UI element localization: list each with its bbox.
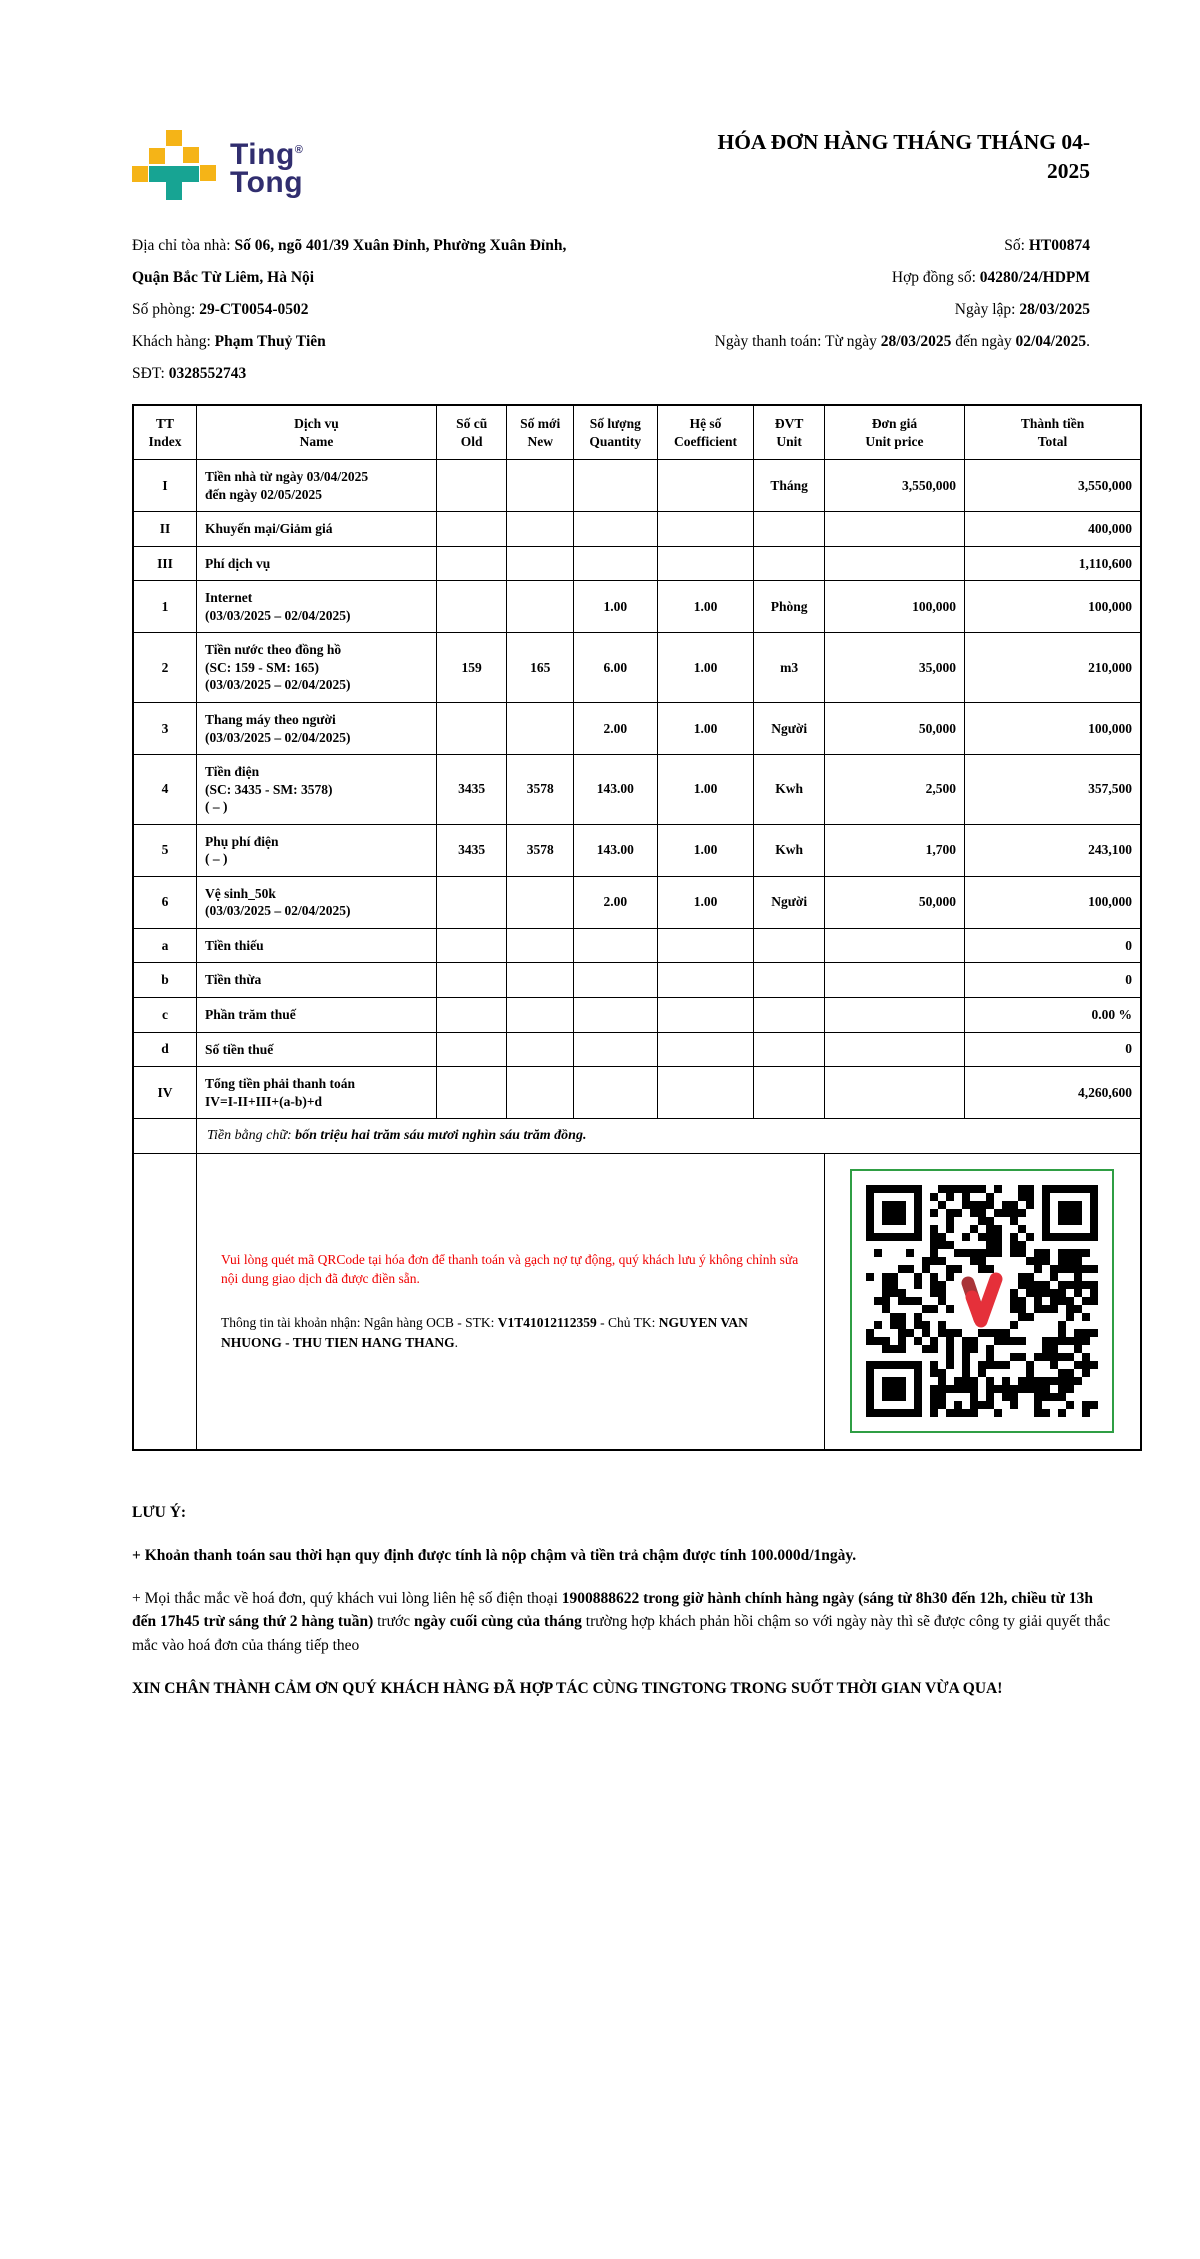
table-cell: 1.00 [657,581,754,633]
table-cell: 50,000 [824,876,964,928]
col-header-index: TT Index [133,405,197,460]
table-cell [824,1067,964,1119]
table-cell: 100,000 [965,703,1141,755]
table-cell [754,928,825,963]
table-cell: 1.00 [657,876,754,928]
table-cell: 3578 [507,824,574,876]
table-cell: Tiền thừa [197,963,437,998]
table-cell: 3578 [507,755,574,825]
payment-instructions [197,1154,825,1450]
table-cell [754,963,825,998]
table-cell [436,1067,507,1119]
table-cell [436,998,507,1033]
table-cell: Phụ phí điện ( – ) [197,824,437,876]
table-cell: 159 [436,633,507,703]
table-cell: d [133,1032,197,1067]
table-cell: 6.00 [573,633,657,703]
table-cell [657,963,754,998]
table-row [133,546,1141,581]
table-row [133,460,1141,512]
table-cell [436,963,507,998]
col-header-unit: ĐVT Unit [754,405,825,460]
table-row [133,824,1141,876]
table-cell: 50,000 [824,703,964,755]
table-row [133,755,1141,825]
table-cell: Tổng tiền phải thanh toán IV=I-II+III+(a-b)+d [197,1067,437,1119]
note-thanks: XIN CHÂN THÀNH CẢM ƠN QUÝ KHÁCH HÀNG ĐÃ HỢP TÁC CÙNG TINGTONG TRONG SUỐT THỜI GIAN VỪA QUA! [132,1679,1003,1697]
table-cell: Vệ sinh_50k (03/03/2025 – 02/04/2025) [197,876,437,928]
notes-title: LƯU Ý: [132,1503,187,1521]
table-cell: 243,100 [965,824,1141,876]
table-cell: 165 [507,633,574,703]
col-header-coefficient: Hệ số Coefficient [657,405,754,460]
table-cell [436,581,507,633]
table-row [133,1032,1141,1067]
table-cell [573,928,657,963]
col-header-unit-price: Đơn giá Unit price [824,405,964,460]
qr-code [850,1169,1114,1433]
col-header-new: Số mới New [507,405,574,460]
table-cell [754,998,825,1033]
table-cell: 1,110,600 [965,546,1141,581]
table-cell [507,928,574,963]
table-row [133,512,1141,547]
table-cell: 100,000 [965,876,1141,928]
customer-info [132,230,573,390]
table-cell: 1.00 [657,755,754,825]
building-address-line1: Địa chỉ tòa nhà: Số 06, ngõ 401/39 Xuân Đỉnh, Phường Xuân Đỉnh, [132,237,567,254]
table-cell: 4 [133,755,197,825]
invoice-meta [573,230,1142,390]
table-cell [573,998,657,1033]
customer-name: Khách hàng: Phạm Thuỷ Tiên [132,333,326,350]
table-cell: Tiền nhà từ ngày 03/04/2025 đến ngày 02/05/2025 [197,460,437,512]
table-cell: 3 [133,703,197,755]
service-table-body [133,460,1141,1119]
brand-name: Ting® Tong [230,137,304,199]
qr-code-cell [824,1154,1141,1450]
table-cell: Kwh [754,755,825,825]
invoice-info [132,230,1142,390]
table-cell: 35,000 [824,633,964,703]
table-cell [507,703,574,755]
note-hotline: + Mọi thắc mắc về hoá đơn, quý khách vui lòng liên hệ số điện thoại 1900888622 trong giờ hành chính hàng ngày (sáng từ 8h30 đến 12h, chiều từ 13h đến 17h45 trừ sáng thứ 2 hàng tuần) trước ngày cuối cùng của tháng trường hợp khách phản hồi chậm so với ngày này thì sẽ được công ty giải quyết thắc mắc vào hoá đơn của tháng tiếp theo [132,1590,1111,1654]
table-cell [657,512,754,547]
brand [132,118,303,214]
table-cell [436,460,507,512]
table-cell [657,1067,754,1119]
table-cell: Khuyến mại/Giảm giá [197,512,437,547]
table-cell [754,1032,825,1067]
table-header-row [133,405,1141,460]
table-cell: b [133,963,197,998]
col-header-old: Số cũ Old [436,405,507,460]
table-cell: Tháng [754,460,825,512]
table-cell: 1,700 [824,824,964,876]
table-cell [657,460,754,512]
table-cell: Thang máy theo người (03/03/2025 – 02/04/2025) [197,703,437,755]
table-cell: 2 [133,633,197,703]
table-cell: 0.00 % [965,998,1141,1033]
table-cell [573,512,657,547]
table-cell: 1.00 [573,581,657,633]
footer-notes [132,1501,1117,1701]
table-cell: 2.00 [573,703,657,755]
table-cell [133,1154,197,1450]
table-cell: Số tiền thuế [197,1032,437,1067]
table-cell: III [133,546,197,581]
table-cell: m3 [754,633,825,703]
table-cell [507,998,574,1033]
header [132,118,1142,214]
table-cell [573,963,657,998]
table-cell: 0 [965,963,1141,998]
table-cell [573,1032,657,1067]
table-cell [436,546,507,581]
table-cell [436,512,507,547]
table-cell: IV [133,1067,197,1119]
table-cell: 143.00 [573,755,657,825]
table-cell: c [133,998,197,1033]
table-cell: Phòng [754,581,825,633]
table-cell [657,546,754,581]
table-cell: Người [754,876,825,928]
invoice-number: Số: HT00874 [1004,237,1090,254]
table-cell [507,876,574,928]
bank-account-info: Thông tin tài khoản nhận: Ngân hàng OCB - STK: V1T41012112359 - Chủ TK: NGUYEN VAN NHUONG - THU TIEN HANG THANG. [221,1314,748,1351]
col-header-total: Thành tiền Total [965,405,1141,460]
issue-date: Ngày lập: 28/03/2025 [954,301,1090,318]
table-row [133,703,1141,755]
table-cell: a [133,928,197,963]
table-cell: Internet (03/03/2025 – 02/04/2025) [197,581,437,633]
table-row [133,928,1141,963]
table-cell [754,1067,825,1119]
table-cell: Phần trăm thuế [197,998,437,1033]
table-cell [507,1067,574,1119]
table-cell: Người [754,703,825,755]
table-cell: Kwh [754,824,825,876]
table-cell [507,963,574,998]
table-cell: 5 [133,824,197,876]
note-late-payment: + Khoản thanh toán sau thời hạn quy định được tính là nộp chậm và tiền trả chậm được tính 100.000d/1ngày. [132,1546,857,1564]
table-cell [573,460,657,512]
table-cell: Phí dịch vụ [197,546,437,581]
table-cell [573,1067,657,1119]
col-header-quantity: Số lượng Quantity [573,405,657,460]
table-cell [436,1032,507,1067]
tingtong-logo-icon [132,130,216,202]
table-cell [657,1032,754,1067]
table-cell: 4,260,600 [965,1067,1141,1119]
page-title: HÓA ĐƠN HÀNG THÁNG THÁNG 04- 2025 [717,130,1090,184]
table-cell [133,1119,197,1154]
table-cell: 1 [133,581,197,633]
table-cell: 3435 [436,755,507,825]
table-cell [824,998,964,1033]
table-cell: 400,000 [965,512,1141,547]
table-cell [507,460,574,512]
table-cell: 210,000 [965,633,1141,703]
table-cell: 100,000 [824,581,964,633]
table-cell [436,876,507,928]
table-cell: 0 [965,1032,1141,1067]
table-cell [573,546,657,581]
table-cell [824,1032,964,1067]
table-cell [657,998,754,1033]
table-cell: 1.00 [657,824,754,876]
table-cell: 357,500 [965,755,1141,825]
contract-number: Hợp đồng số: 04280/24/HDPM [891,269,1090,286]
table-row [133,876,1141,928]
table-cell: 143.00 [573,824,657,876]
table-cell: 0 [965,928,1141,963]
qr-red-note: Vui lòng quét mã QRCode tại hóa đơn để thanh toán và gạch nợ tự động, quý khách lưu ý không chỉnh sửa nội dung giao dịch đã được điền sẵn. [221,1251,799,1287]
table-cell [507,1032,574,1067]
table-cell: Tiền nước theo đồng hồ (SC: 159 - SM: 165) (03/03/2025 – 02/04/2025) [197,633,437,703]
table-cell [507,581,574,633]
col-header-name: Dịch vụ Name [197,405,437,460]
table-cell [436,928,507,963]
table-row [133,633,1141,703]
room-number: Số phòng: 29-CT0054-0502 [132,301,309,318]
table-row [133,1067,1141,1119]
table-cell: I [133,460,197,512]
table-cell: 1.00 [657,633,754,703]
amount-in-words: Tiền bằng chữ: bốn triệu hai trăm sáu mươi nghìn sáu trăm đồng. [197,1119,1142,1154]
customer-phone: SĐT: 0328552743 [132,365,247,382]
building-address-line2: Quận Bắc Từ Liêm, Hà Nội [132,269,315,286]
payment-period: Ngày thanh toán: Từ ngày 28/03/2025 đến ngày 02/04/2025. [714,333,1090,350]
table-cell: 6 [133,876,197,928]
table-cell [436,703,507,755]
table-row [133,581,1141,633]
table-cell [824,512,964,547]
table-cell: 3435 [436,824,507,876]
service-table [132,404,1142,1451]
table-cell: 2.00 [573,876,657,928]
amount-in-words-row [133,1119,1141,1154]
table-cell: 100,000 [965,581,1141,633]
table-cell [824,546,964,581]
table-cell [754,546,825,581]
table-cell: 1.00 [657,703,754,755]
table-cell: 2,500 [824,755,964,825]
table-cell: Tiền điện (SC: 3435 - SM: 3578) ( – ) [197,755,437,825]
table-cell: 3,550,000 [824,460,964,512]
table-cell: II [133,512,197,547]
table-cell: Tiền thiếu [197,928,437,963]
table-cell [507,512,574,547]
table-cell [507,546,574,581]
table-cell [824,928,964,963]
table-cell [824,963,964,998]
table-cell [657,928,754,963]
table-cell [754,512,825,547]
qr-row [133,1154,1141,1450]
table-row [133,998,1141,1033]
table-cell: 3,550,000 [965,460,1141,512]
table-row [133,963,1141,998]
